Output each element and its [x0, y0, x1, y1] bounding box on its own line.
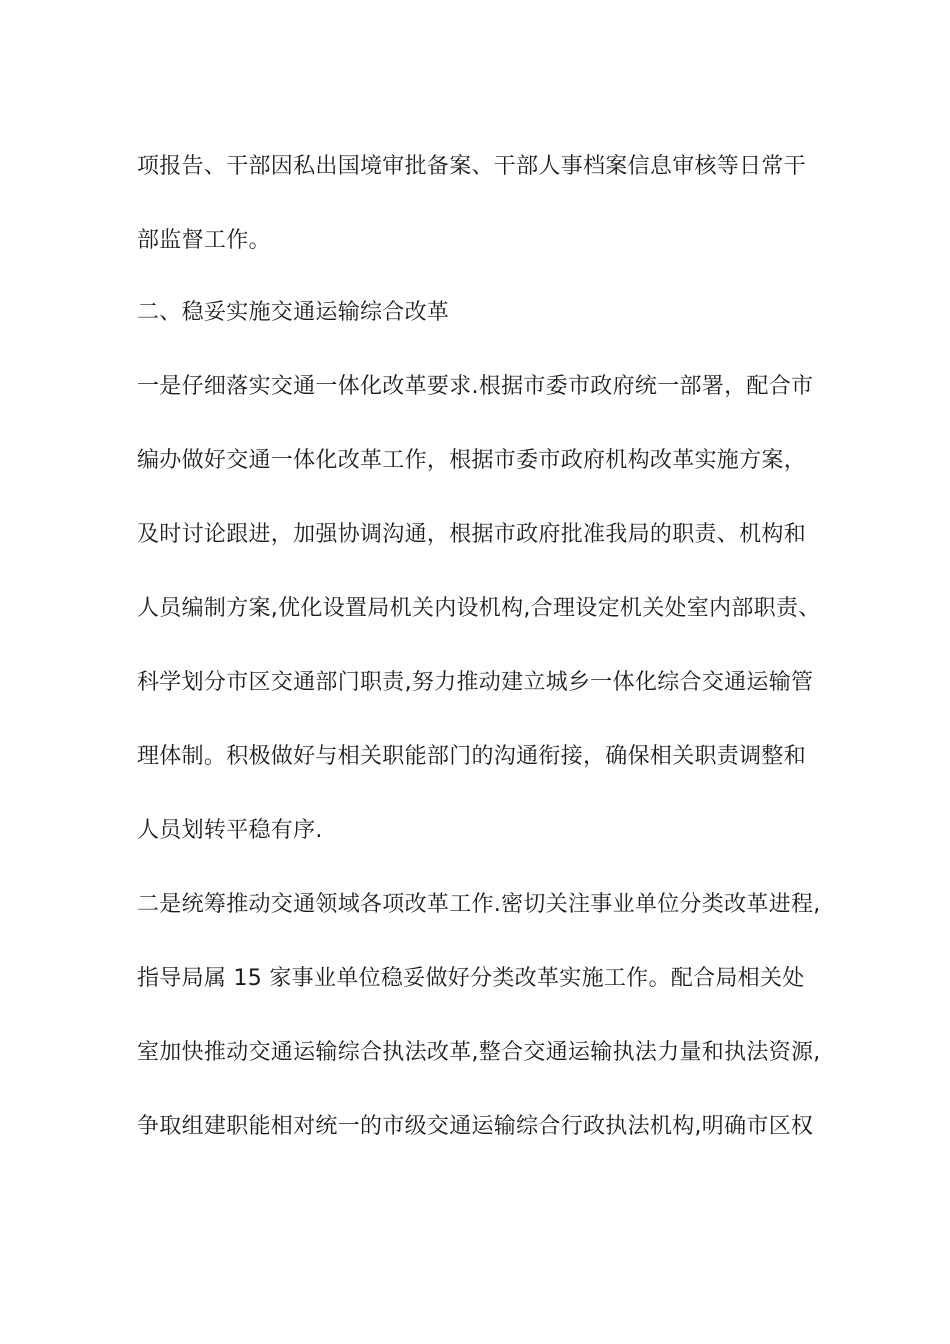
text-line: 一是仔细落实交通一体化改革要求.根据市委市政府统一部署，配合市 — [137, 374, 814, 399]
text-line: 争取组建职能相对统一的市级交通运输综合行政执法机构,明确市区权 — [137, 1114, 814, 1139]
section-heading: 二、稳妥实施交通运输综合改革 — [137, 300, 450, 325]
text-line: 人员划转平稳有序. — [137, 818, 323, 843]
text-line: 及时讨论跟进，加强协调沟通，根据市政府批准我局的职责、机构和 — [137, 522, 807, 547]
text-line: 人员编制方案,优化设置局机关内设机构,合理设定机关处室内部职责、 — [137, 596, 821, 621]
text-line: 编办做好交通一体化改革工作，根据市委市政府机构改革实施方案， — [137, 448, 807, 473]
text-line: 室加快推动交通运输综合执法改革,整合交通运输执法力量和执法资源, — [137, 1040, 821, 1065]
text-line: 科学划分市区交通部门职责,努力推动建立城乡一体化综合交通运输管 — [137, 670, 814, 695]
text-line: 理体制。积极做好与相关职能部门的沟通衔接，确保相关职责调整和 — [137, 744, 807, 769]
text-line: 项报告、干部因私出国境审批备案、干部人事档案信息审核等日常干 — [137, 154, 807, 179]
text-line: 指导局属 15 家事业单位稳妥做好分类改革实施工作。配合局相关处 — [137, 966, 805, 991]
text-line: 二是统筹推动交通领域各项改革工作.密切关注事业单位分类改革进程, — [137, 892, 821, 917]
text-line: 部监督工作。 — [137, 228, 271, 253]
